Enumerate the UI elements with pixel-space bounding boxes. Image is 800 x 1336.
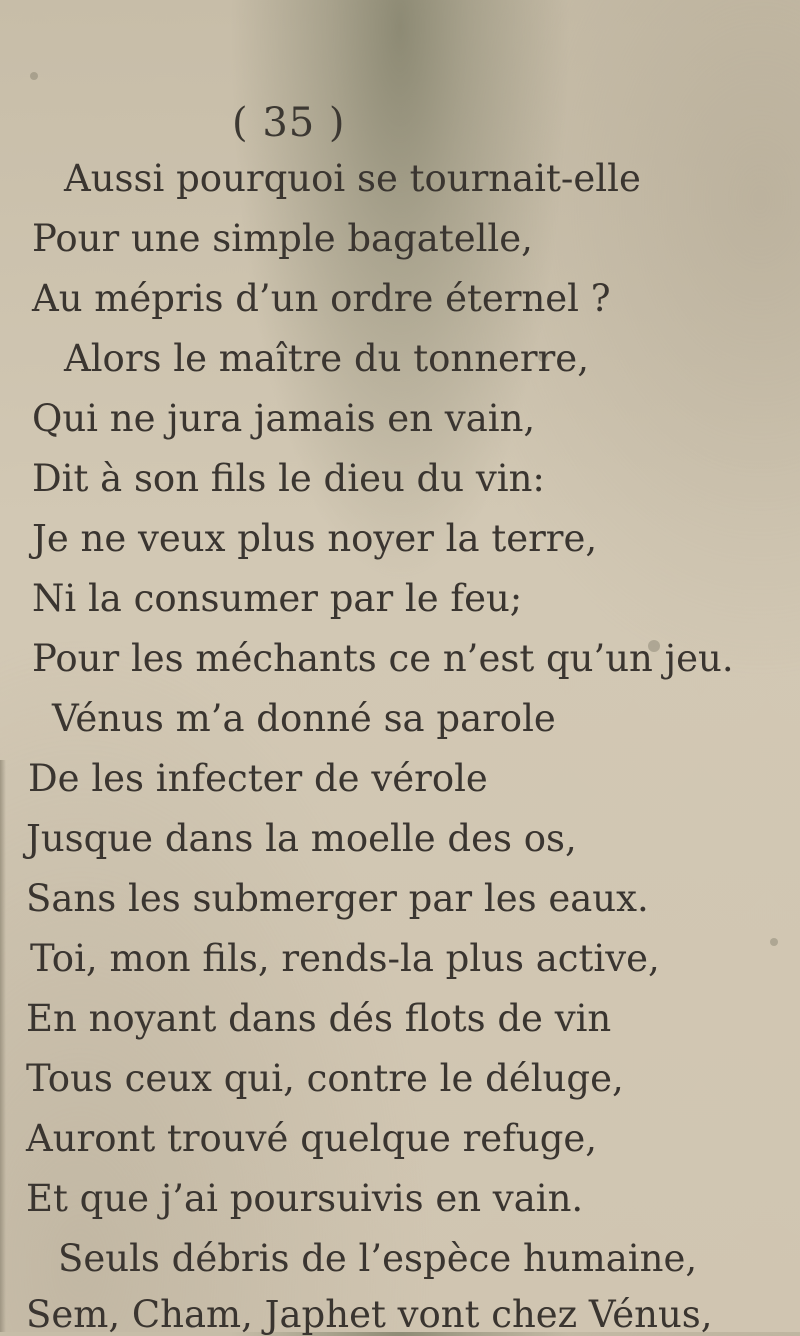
verse-line-3: Au mépris d’un ordre éternel ? (32, 277, 611, 320)
verse-line-19: Seuls débris de l’espèce humaine, (58, 1237, 698, 1280)
page-number: ( 35 ) (232, 100, 346, 146)
verse-line-7: Je ne veux plus noyer la terre, (32, 517, 598, 560)
verse-line-12: Jusque dans la moelle des os, (26, 817, 577, 860)
verse-line-1: Aussi pourquoi se tournait-elle (64, 157, 641, 200)
page-edge-shadow (0, 760, 6, 1332)
verse-line-5: Qui ne jura jamais en vain, (32, 397, 536, 440)
verse-line-8: Ni la consumer par le feu; (32, 577, 523, 620)
foxing-spot (30, 72, 38, 80)
verse-line-13: Sans les submerger par les eaux. (26, 877, 649, 920)
foxing-spot (770, 938, 778, 946)
verse-line-6: Dit à son fils le dieu du vin: (32, 457, 545, 500)
verse-line-4: Alors le maître du tonnerre, (64, 337, 589, 380)
verse-line-10: Vénus m’a donné sa parole (52, 697, 556, 740)
verse-line-15: En noyant dans dés flots de vin (26, 997, 612, 1040)
verse-line-9: Pour les méchants ce n’est qu’un jeu. (32, 637, 734, 680)
verse-line-17: Auront trouvé quelque refuge, (26, 1117, 598, 1160)
verse-line-18: Et que j’ai poursuivis en vain. (26, 1177, 584, 1220)
verse-line-11: De les infecter de vérole (28, 757, 488, 800)
verse-line-20: Sem, Cham, Japhet vont chez Vénus, (26, 1293, 713, 1336)
verse-line-14: Toi, mon fils, rends-la plus active, (30, 937, 660, 980)
verse-line-16: Tous ceux qui, contre le déluge, (26, 1057, 624, 1100)
verse-line-2: Pour une simple bagatelle, (32, 217, 533, 260)
